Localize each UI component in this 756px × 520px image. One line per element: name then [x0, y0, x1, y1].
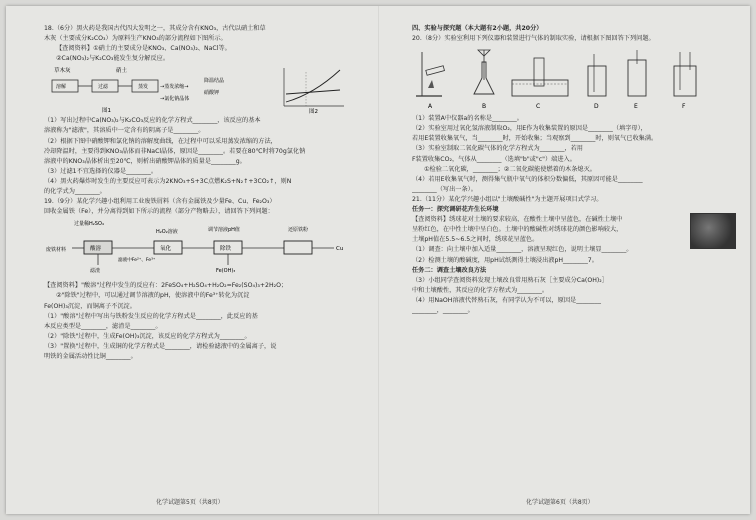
q18-line-1: 18.（6分）黑火药是我国古代四大发明之一，其成分含有KNO₃，古代以硝土和草: [44, 25, 266, 32]
q20-apparatus: [412, 44, 742, 114]
fig-salt-label: →氯化钠晶体: [160, 96, 190, 103]
q20-q2b: 若用E装置收集氧气，当________时，开始收集；当观察到________时，则氧气已收集满。: [412, 135, 658, 143]
flow-naoh-label: 调节溶液pH值: [208, 227, 240, 234]
footer-left: 化学试题第5页（共8页）: [156, 499, 224, 506]
q21-task-1: 任务一：探究调研花卉生长环境: [412, 206, 499, 214]
fig2-caption: 图2: [309, 109, 318, 116]
q18-info-2: ②Ca(NO₃)₂与K₂CO₃能发生复分解反应。: [56, 55, 170, 63]
q18-q1b: 溶液称为"滤液"，其溶质中一定含有的阴离子是________。: [44, 127, 205, 135]
flow-recover-label: 还原铁粉: [288, 227, 309, 234]
fig-soil-label: 硝土: [116, 68, 128, 75]
q19-flow: [44, 217, 374, 281]
q21-line-1: 21.（11分）某化学兴趣小组以"土壤酸碱性"为主题开展项目式学习。: [412, 195, 603, 203]
q21-q3b: 中和土壤酸性，其反应的化学方程式为________。: [412, 286, 549, 294]
q20-q4b: ________（写出一条）。: [412, 185, 477, 193]
q18-q2c: 溶液中的KNO₃晶体析出至20℃，则析出硝酸钾晶体的质量是________g。: [44, 157, 246, 165]
q18-q3: （3）过滤1不宜选择的仪器是________。: [44, 167, 158, 175]
q19-info-2: ②"除铁"过程中，可以通过调节溶液的pH，使溶液中的Fe³⁺转化为沉淀: [56, 292, 250, 300]
q20-apparatus-drawing: [412, 44, 742, 114]
q19-q1a: （1）"酸溶"过程中写出与铁粉发生反应的化学方程式是________，此反应的基: [44, 312, 258, 320]
q19-line-1: 19.（9分）某化学兴趣小组利用工业废铁屑料（含有金属铁及少量Fe、Cu、Fe₂O₃）: [44, 198, 276, 206]
flow-precip-label: 除铁: [220, 246, 232, 253]
q18-q4a: （4）黑火药爆炸时发生的主要反应可表示为2KNO₃+S+3C点燃K₂S+N₂↑+3CO₂↑，则N: [44, 177, 292, 185]
flow-oxidize-label: 氧化: [160, 246, 172, 253]
apparatus-c: C: [536, 103, 541, 111]
q18-q2b: 冷却降温时，主要得到KNO₃晶体而非NaCl晶体，原因是________。若要在80℃时将70g氯化钠: [44, 147, 306, 155]
fig-cool-label: 降温结晶: [204, 78, 225, 85]
q19-line-2: 回收金属铁（Fe），并分离得到如下所示的流程（部分产物略去），请回答下列问题：: [44, 208, 274, 216]
fig-grass-label: 草木灰: [54, 68, 71, 75]
section-title: 四、实验与探究题（本大题有2小题，共20分）: [412, 25, 543, 32]
q18-info-1: 【查阅资料】①硝土的主要成分是KNO₃、Ca(NO₃)₂、NaCl等。: [56, 45, 231, 53]
q20-q3c: ①检验二氧化碳，________；②二氧化碳能使燃着的木条熄灭。: [424, 165, 596, 173]
q21-info-2: 呈粉红色，在中性土壤中呈白色。土壤中的酸碱性对绣球花的颜色影响较大，: [412, 226, 623, 234]
q19-q1b: 本反应类型是________，滤渣是________。: [44, 322, 162, 330]
q20-q4a: （4）若用E收集氧气时，测得集气瓶中氧气的体积分数偏低，其原因可能是________: [412, 175, 643, 183]
footer-right: 化学试题第6页（共8页）: [526, 499, 594, 506]
q19-info-1: 【查阅资料】"酸溶"过程中发生的反应有：2FeSO₄+H₂SO₄+H₂O₂=Fe₂(SO₄)₃+2H₂O；: [44, 282, 288, 290]
apparatus-a: A: [428, 103, 433, 111]
flow-h2o2-label: H₂O₂溶液: [156, 229, 178, 236]
q21-q4a: （4）用NaOH溶液代替熟石灰，有同学认为不可以，原因是________: [412, 296, 601, 304]
fig-evaporate-label: 蒸发: [138, 84, 149, 91]
q19-q2: （2）"除铁"过程中，生成Fe(OH)₃沉淀，该反应的化学方程式为________。: [44, 332, 251, 340]
fig-filter-label: 过滤: [98, 84, 109, 91]
q19-info-3: Fe(OH)₃沉淀，而铜离子不沉淀。: [44, 302, 136, 310]
q20-q3a: （3）实验室制取二氧化碳气体的化学方程式为________，若用: [412, 145, 583, 153]
q18-q2a: （2）根据下图中硝酸钾和氯化钠的溶解度曲线，在过程中可以采用蒸发浓缩的方法，: [44, 137, 277, 145]
q21-info-1: 【查阅资料】绣球花对土壤的要求较高，在酸性土壤中呈蓝色，在碱性土壤中: [412, 216, 623, 224]
q21-info-block: [412, 215, 742, 245]
fig-dissolve-label: 溶解: [56, 84, 67, 91]
right-page: [412, 24, 742, 316]
flow-dissolve-label: 酸溶: [90, 246, 102, 253]
q21-q3a: （3）小组同学查阅资料发现土壤改良常用熟石灰［主要成分Ca(OH)₂］: [412, 276, 608, 284]
q21-q1: （1）调查：向土壤中加入适量________，溶液呈现红色，说明土壤显________。: [412, 246, 633, 254]
kno3-curve: [286, 70, 340, 102]
flow-product-label: Fe(OH)₃: [216, 268, 236, 275]
q18-flow-diagram: [44, 64, 374, 116]
fig-kno3-label: 硝酸钾: [204, 90, 220, 97]
q20-line-1: 20.（8分）实验室利用下列仪器和装置进行气体的制取实验，请根据下图回答下列问题。: [412, 35, 655, 43]
q19-q3b: 明铁的金属活动性比铜________。: [44, 352, 137, 360]
q18-line-2: 木灰（主要成分K₂CO₃）为原料生产KNO₃的部分流程如下图所示。: [44, 35, 227, 43]
apparatus-d: D: [594, 103, 599, 111]
apparatus-f: F: [682, 103, 686, 111]
flow-final-label: Cu: [336, 246, 344, 253]
flow-ions-label: 滤液中Fe²⁺、Fe³⁺: [118, 258, 156, 264]
fig1-caption: 图1: [102, 108, 111, 115]
left-page: [44, 24, 374, 362]
flow-acid-label: 过量稀H₂SO₄: [74, 221, 104, 228]
q20-q3b: F装置收集CO₂，气体从________（选填"b"或"c"）端进入。: [412, 155, 576, 163]
apparatus-e: E: [634, 103, 638, 111]
flow-raw-label: 废铁材料: [46, 247, 67, 254]
q21-q2: （2）检测土壤的酸碱度，用pH试纸测得土壤浸出液pH________7。: [412, 256, 598, 264]
flow-box-final: [284, 241, 312, 254]
exam-sheet: [6, 6, 750, 514]
q20-q1: （1）装置A中仪器a的名称是________。: [412, 115, 523, 123]
hydrangea-photo: [690, 213, 736, 249]
q21-q4b: ________，________。: [412, 306, 474, 314]
q21-info-3: 土壤pH值在5.5~6.5之间时，绣球花呈蓝色。: [412, 236, 539, 244]
q19-q3a: （3）"置换"过程中，生成铜的化学方程式是________，请检验滤液中的金属离子，说: [44, 342, 277, 350]
q18-figure: [44, 64, 374, 116]
q20-q2a: （2）实验室用过氧化氢溶液制取O₂，用E作为收集装置的原因是________（填字母），: [412, 125, 647, 133]
q18-q1a: （1）写出过程中Ca(NO₃)₂与K₂CO₃反应的化学方程式________，该反应的基本: [44, 117, 261, 125]
q18-q4b: 的化学式为________。: [44, 188, 106, 196]
fig-concentrate-label: →蒸发浓缩→: [160, 84, 189, 91]
q21-task-2: 任务二：调查土壤改良方法: [412, 266, 487, 274]
page-gutter: [378, 6, 379, 514]
flow-residue-label: 滤渣: [90, 268, 101, 275]
q19-flow-diagram: [44, 217, 374, 281]
apparatus-b: B: [482, 103, 487, 111]
